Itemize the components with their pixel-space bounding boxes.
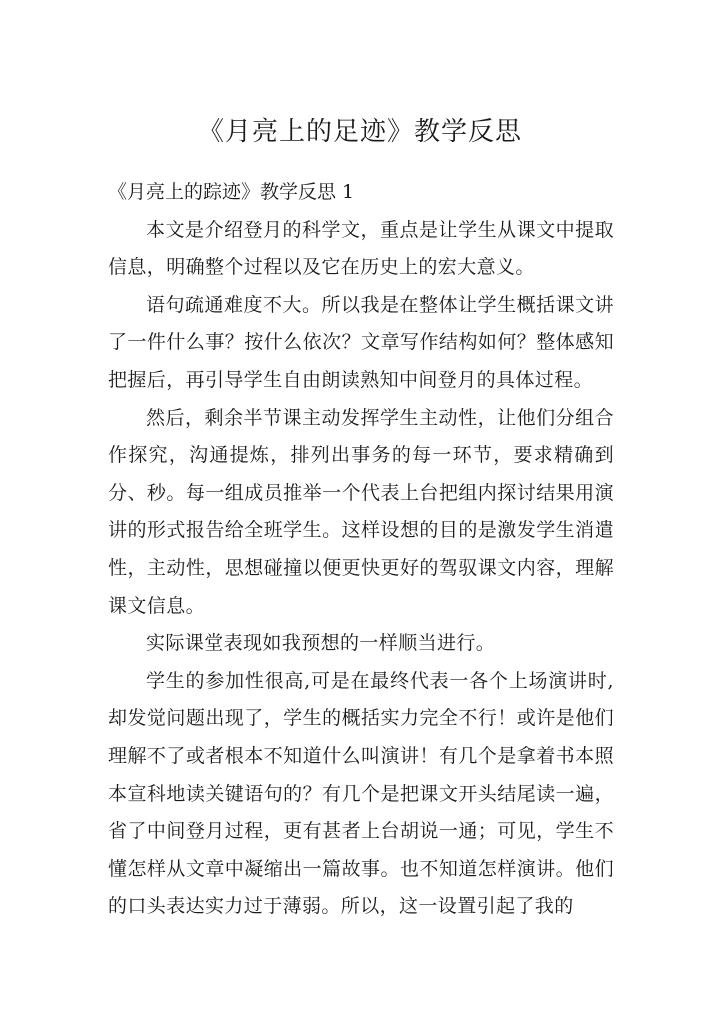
paragraph: 本文是介绍登月的科学文，重点是让学生从课文中提取信息，明确整个过程以及它在历史上的宏大意义。	[108, 218, 614, 279]
document-body	[108, 174, 614, 926]
paragraph: 语句疏通难度不大。所以我是在整体让学生概括课文讲了一件什么事？按什么依次？文章写作结构如何？整体感知把握后，再引导学生自由朗读熟知中间登月的具体过程。	[108, 293, 614, 391]
paragraph: 学生的参加性很高,可是在最终代表一各个上场演讲时,却发觉问题出现了，学生的概括实力完全不行！或许是他们理解不了或者根本不知道什么叫演讲！有几个是拿着书本照本宣科地读关键语句的？有几个是把课文开头结尾读一遍，省了中间登月过程，更有甚者上台胡说一通；可见，学生不懂怎样从文章中凝缩出一篇故事。也不知道怎样演讲。他们的口头表达实力过于薄弱。所以，这一设置引起了我的	[108, 669, 614, 918]
section-heading: 《月亮上的踪迹》教学反思 1	[108, 181, 355, 203]
document-title: 《月亮上的足迹》教学反思	[197, 117, 522, 147]
paragraph: 实际课堂表现如我预想的一样顺当进行。	[146, 632, 496, 655]
paragraph: 然后，剩余半节课主动发挥学生主动性，让他们分组合作探究，沟通提炼，排列出事务的每一环节，要求精确到分、秒。每一组成员推举一个代表上台把组内探讨结果用演讲的形式报告给全班学生。这样设想的目的是激发学生消遣性，主动性，思想碰撞以便更快更好的驾驭课文内容，理解课文信息。	[108, 406, 614, 617]
